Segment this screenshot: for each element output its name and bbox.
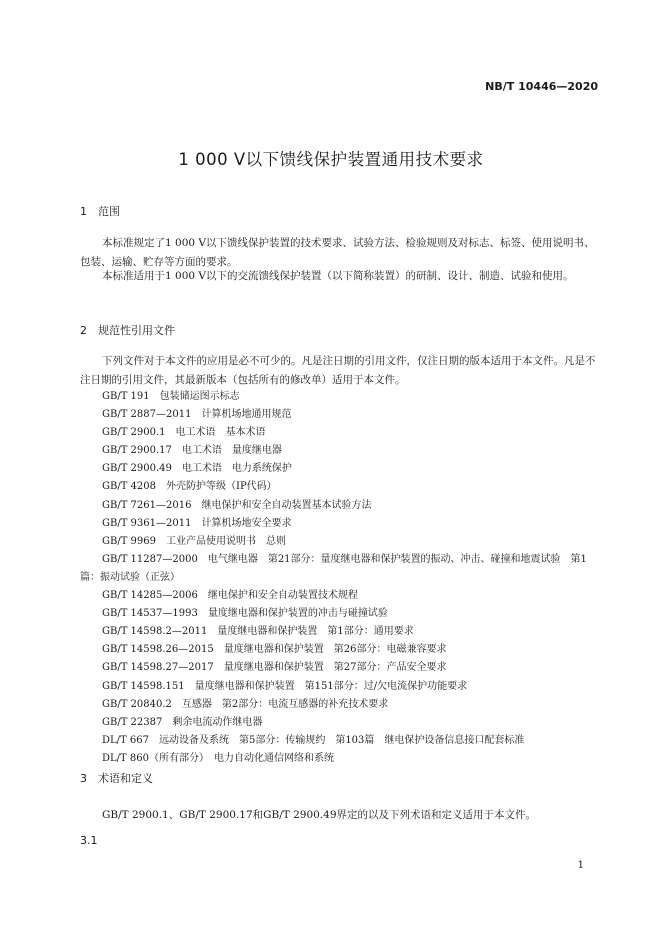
section-heading-scope — [80, 203, 120, 219]
reference-item: GB/T 2900.1 电工术语 基本术语 — [102, 427, 266, 439]
section-title: 规范性引用文件 — [98, 324, 175, 337]
reference-item: GB/T 11287—2000 电气继电器 第21部分：量度继电器和保护装置的振动、冲击、碰撞和地震试验 第1篇：振动试验（正弦） — [80, 553, 587, 583]
reference-item: GB/T 2900.17 电工术语 量度继电器 — [102, 445, 282, 457]
reference-item: GB/T 14598.2—2011 量度继电器和保护装置 第1部分：通用要求 — [102, 626, 414, 638]
page-number: 1 — [577, 860, 584, 871]
reference-item: GB/T 9969 工业产品使用说明书 总则 — [102, 535, 287, 547]
reference-item: GB/T 14598.27—2017 量度继电器和保护装置 第27部分：产品安全要求 — [102, 662, 447, 674]
reference-item: GB/T 20840.2 互感器 第2部分：电流互感器的补充技术要求 — [102, 698, 389, 710]
reference-item: DL/T 860（所有部分） 电力自动化通信网络和系统 — [102, 752, 334, 764]
reference-item: GB/T 14598.26—2015 量度继电器和保护装置 第26部分：电磁兼容要求 — [102, 644, 447, 656]
subsection-number: 3.1 — [80, 834, 98, 847]
section-heading-terms — [80, 770, 153, 786]
section-title: 范围 — [98, 205, 120, 218]
section-number: 1 — [80, 205, 87, 218]
reference-item: DL/T 667 远动设备及系统 第5部分：传输规约 第103篇 继电保护设备信息接口配套标准 — [102, 734, 525, 746]
normative-refs-intro: 下列文件对于本文件的应用是必不可少的。凡是注日期的引用文件，仅注日期的版本适用于本文件。凡是不注日期的引用文件，其最新版本（包括所有的修改单）适用于本文件。 — [80, 355, 596, 386]
standard-code: NB/T 10446—2020 — [485, 80, 598, 93]
section-title: 术语和定义 — [98, 772, 153, 785]
terms-intro: GB/T 2900.1、GB/T 2900.17和GB/T 2900.49界定的以及下列术语和定义适用于本文件。 — [102, 809, 537, 821]
reference-item: GB/T 7261—2016 继电保护和安全自动装置基本试验方法 — [102, 499, 372, 511]
document-title: 1 000 V以下馈线保护装置通用技术要求 — [178, 150, 484, 169]
reference-item: GB/T 191 包装储运图示标志 — [102, 391, 240, 402]
reference-item: GB/T 14285—2006 继电保护和安全自动装置技术规程 — [102, 590, 358, 602]
scope-paragraph-2: 本标准适用于1 000 V以下的交流馈线保护装置（以下简称装置）的研制、设计、制造、试验和使用。 — [102, 270, 574, 282]
reference-item: GB/T 9361—2011 计算机场地安全要求 — [102, 517, 292, 529]
reference-item: GB/T 14537—1993 量度继电器和保护装置的冲击与碰撞试验 — [102, 608, 388, 620]
reference-item: GB/T 2887—2011 计算机场地通用规范 — [102, 409, 292, 421]
scope-paragraph-1: 本标准规定了1 000 V以下馈线保护装置的技术要求、试验方法、检验规则及对标志、标签、使用说明书、包装、运输、贮存等方面的要求。 — [80, 237, 595, 268]
section-heading-normative-refs — [80, 322, 175, 338]
reference-item: GB/T 22387 剩余电流动作继电器 — [102, 716, 263, 728]
section-number: 2 — [80, 324, 87, 337]
reference-item: GB/T 2900.49 电工术语 电力系统保护 — [102, 463, 292, 475]
reference-item: GB/T 14598.151 量度继电器和保护装置 第151部分：过/欠电流保护功能要求 — [102, 680, 468, 692]
reference-item: GB/T 4208 外壳防护等级（IP代码） — [102, 481, 277, 493]
reference-list — [80, 388, 604, 768]
section-number: 3 — [80, 772, 87, 785]
